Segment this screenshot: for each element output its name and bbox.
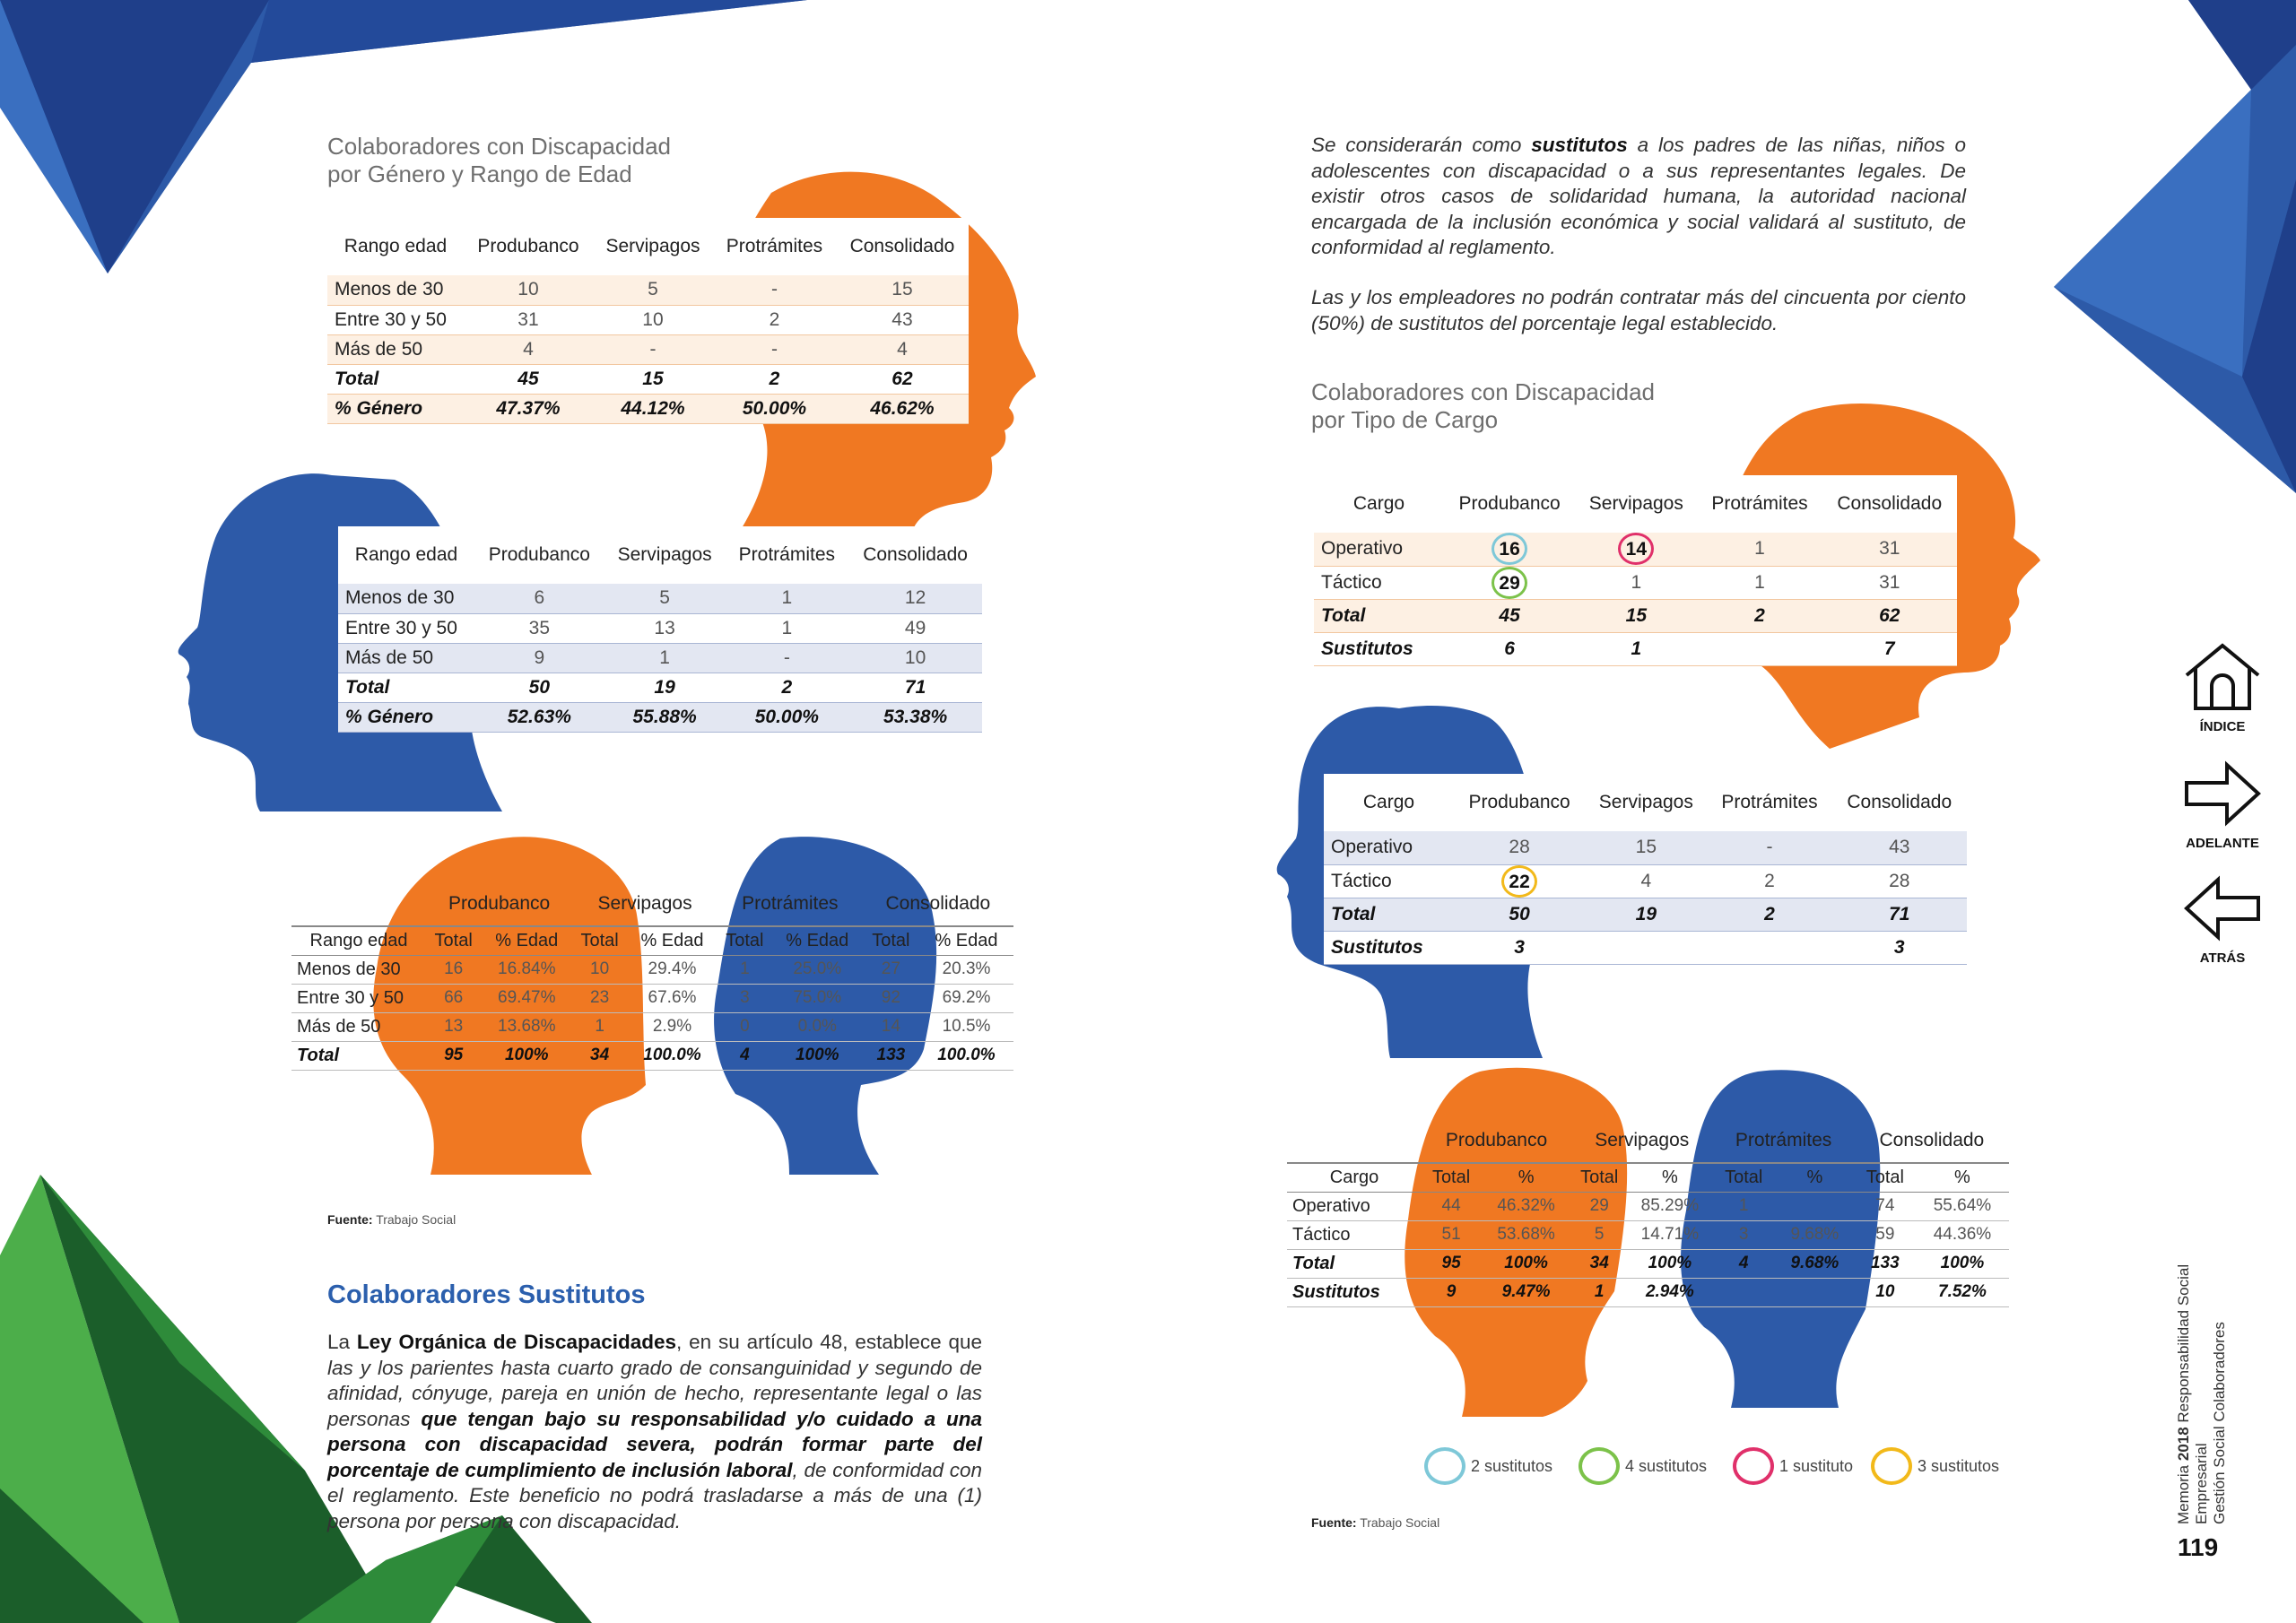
table-cell: 19 — [1585, 898, 1707, 931]
table-cell: 15 — [1575, 599, 1697, 632]
footer-text: Memoria — [2175, 1461, 2192, 1524]
table-cell: 59 — [1855, 1220, 1916, 1249]
table-cell: 13 — [604, 613, 726, 643]
column-header: Total — [863, 926, 919, 955]
footer-text: Responsabilidad Social Empresarial — [2175, 1263, 2210, 1524]
source-text: Trabajo Social — [1360, 1515, 1440, 1530]
table-row — [1314, 566, 1957, 599]
table-cell: 28 — [1832, 864, 1967, 898]
group-header: Protrámites — [742, 892, 839, 914]
table-cell: 27 — [863, 955, 919, 984]
table-row — [1287, 1192, 2009, 1220]
column-header: % Edad — [919, 926, 1013, 955]
table-cell: 14 — [863, 1012, 919, 1041]
table-row — [338, 613, 982, 643]
column-header: Produbanco — [464, 218, 593, 275]
row-label: Entre 30 y 50 — [338, 613, 474, 643]
gender-age-title — [327, 133, 671, 188]
cargo-title-line2: por Tipo de Cargo — [1311, 406, 1499, 433]
male-cargo-table — [1324, 774, 1967, 965]
substitutes-title: Colaboradores Sustitutos — [327, 1280, 646, 1309]
table-cell: 9.47% — [1481, 1278, 1571, 1306]
column-header: Protrámites — [1697, 475, 1822, 533]
group-header: Consolidado — [1879, 1129, 1985, 1150]
cargo-title-line1: Colaboradores con Discapacidad — [1311, 378, 1656, 405]
table-cell: 10 — [1855, 1278, 1916, 1306]
table-cell: - — [726, 643, 849, 673]
table-row — [327, 305, 969, 334]
table-cell: 10.5% — [919, 1012, 1013, 1041]
table-cell: 1 — [718, 955, 772, 984]
table-cell: 50.00% — [726, 702, 849, 732]
column-header: Protrámites — [1707, 774, 1831, 831]
footer-line2: Gestión Social Colaboradores — [2211, 1322, 2228, 1524]
table-cell — [1697, 632, 1822, 665]
table-cell-circled — [1575, 533, 1697, 566]
table-cell: 62 — [836, 364, 969, 394]
table-cell: 23 — [572, 984, 627, 1012]
para-text: , en su artículo 48, establece que — [676, 1331, 983, 1353]
substitute-marker: 14 — [1618, 533, 1654, 565]
table-cell: 43 — [836, 305, 969, 334]
table-cell: 28 — [1454, 831, 1585, 864]
column-header: Rango edad — [327, 218, 464, 275]
column-header: Total — [426, 926, 481, 955]
circle-icon — [1733, 1447, 1774, 1485]
gender-age-title-line2: por Género y Rango de Edad — [327, 161, 632, 187]
column-header: % Edad — [627, 926, 718, 955]
table-row — [291, 1012, 1013, 1041]
table-cell: 50.00% — [713, 394, 836, 423]
forward-nav-label: ADELANTE — [2186, 836, 2259, 851]
table-cell: 10 — [572, 955, 627, 984]
table-cell: 2 — [726, 673, 849, 702]
table-cell: 4 — [718, 1041, 772, 1070]
table-cell: 92 — [863, 984, 919, 1012]
table-cell: 100% — [1481, 1249, 1571, 1278]
table-cell: 55.88% — [604, 702, 726, 732]
table-cell: 95 — [426, 1041, 481, 1070]
home-icon — [2182, 641, 2263, 713]
column-header: Cargo — [1324, 774, 1454, 831]
table-cell: 31 — [1822, 566, 1957, 599]
table-row — [1324, 864, 1967, 898]
group-header: Consolidado — [885, 892, 991, 914]
row-label: Operativo — [1314, 533, 1444, 566]
forward-nav-button[interactable] — [2169, 758, 2276, 851]
source-label: Fuente: — [1311, 1515, 1357, 1530]
gender-age-title-line1: Colaboradores con Discapacidad — [327, 133, 672, 160]
table-cell: 2 — [1697, 599, 1822, 632]
table-cell: 20.3% — [919, 955, 1013, 984]
table-cell: 50 — [1454, 898, 1585, 931]
table-cell: - — [713, 334, 836, 364]
table-cell: 100.0% — [627, 1041, 718, 1070]
table-row — [1314, 533, 1957, 566]
row-label: Operativo — [1287, 1192, 1422, 1220]
table-row — [327, 275, 969, 305]
table-cell: 51 — [1422, 1220, 1481, 1249]
row-label: Entre 30 y 50 — [291, 984, 426, 1012]
table-cell: 5 — [593, 275, 713, 305]
table-cell: 0.0% — [772, 1012, 863, 1041]
column-header: Servipagos — [1575, 475, 1697, 533]
page-number: 119 — [2178, 1533, 2219, 1561]
table-cell: 10 — [464, 275, 593, 305]
table-cell: 100.0% — [919, 1041, 1013, 1070]
table-cell: 14.71% — [1627, 1220, 1712, 1249]
table-cell: 31 — [1822, 533, 1957, 566]
footer-year: 2018 — [2175, 1427, 2192, 1462]
table-cell — [1775, 1192, 1855, 1220]
table-cell: 4 — [464, 334, 593, 364]
table-cell: 34 — [1571, 1249, 1627, 1278]
table-cell: 2.9% — [627, 1012, 718, 1041]
table-cell: 133 — [1855, 1249, 1916, 1278]
column-header: % — [1627, 1163, 1712, 1192]
table-cell: 45 — [464, 364, 593, 394]
table-cell: 10 — [848, 643, 982, 673]
column-header: Servipagos — [604, 526, 726, 584]
back-nav-button[interactable] — [2169, 872, 2276, 966]
table-cell: 50 — [474, 673, 604, 702]
table-cell: 53.68% — [1481, 1220, 1571, 1249]
table-cell: 2 — [713, 305, 836, 334]
table-row-total — [338, 673, 982, 702]
para-text: Se considerarán como — [1311, 134, 1532, 156]
table-cell: 1 — [726, 613, 849, 643]
column-header: Consolidado — [1832, 774, 1967, 831]
column-header: Total — [572, 926, 627, 955]
row-label: Menos de 30 — [338, 584, 474, 613]
table-cell: 6 — [1444, 632, 1575, 665]
row-label: Más de 50 — [338, 643, 474, 673]
column-header: Produbanco — [474, 526, 604, 584]
table-cell: 3 — [1712, 1220, 1775, 1249]
column-header: Servipagos — [1585, 774, 1707, 831]
table-row-total — [1324, 898, 1967, 931]
female-cargo-table — [1314, 475, 1957, 666]
column-header: Consolidado — [848, 526, 982, 584]
column-header: Total — [718, 926, 772, 955]
legend-item — [1871, 1447, 1999, 1485]
cargo-summary-table — [1287, 1118, 2009, 1307]
table-cell: 1 — [1571, 1278, 1627, 1306]
table-cell: 10 — [593, 305, 713, 334]
table-cell: 6 — [474, 584, 604, 613]
substitutes-paragraph — [327, 1330, 982, 1534]
column-header: Consolidado — [1822, 475, 1957, 533]
table-row-percent — [338, 702, 982, 732]
row-label: Total — [1314, 599, 1444, 632]
row-label: Total — [291, 1041, 426, 1070]
row-label: Más de 50 — [291, 1012, 426, 1041]
table-cell: 71 — [1832, 898, 1967, 931]
table-cell: 52.63% — [474, 702, 604, 732]
table-cell: 4 — [1585, 864, 1707, 898]
legend-label: 2 sustitutos — [1471, 1456, 1553, 1475]
table-cell: 1 — [1575, 566, 1697, 599]
row-label: Operativo — [1324, 831, 1454, 864]
table-cell: 100% — [1916, 1249, 2009, 1278]
circle-icon — [1424, 1447, 1465, 1485]
table-row — [1287, 1220, 2009, 1249]
table-cell: 13.68% — [481, 1012, 572, 1041]
table-row — [291, 984, 1013, 1012]
table-cell: 5 — [1571, 1220, 1627, 1249]
table-cell: 55.64% — [1916, 1192, 2009, 1220]
column-header: Total — [1855, 1163, 1916, 1192]
table-cell: 74 — [1855, 1192, 1916, 1220]
column-header: % — [1775, 1163, 1855, 1192]
column-header: Cargo — [1314, 475, 1444, 533]
legend-item — [1733, 1447, 1853, 1485]
table-cell: 100% — [1627, 1249, 1712, 1278]
table-cell: 3 — [718, 984, 772, 1012]
table-cell: 2 — [713, 364, 836, 394]
row-label: % Género — [338, 702, 474, 732]
arrow-right-icon — [2182, 758, 2263, 829]
table-cell: 2 — [1707, 864, 1831, 898]
para-bold-italic: que tengan bajo su responsabilidad y/o cuidado a una persona con discapacidad severa, podrán formar parte del porcentaje de cumplimiento de inclusión laboral — [327, 1407, 983, 1481]
row-label: % Género — [327, 394, 464, 423]
row-label: Total — [338, 673, 474, 702]
table-cell: 46.32% — [1481, 1192, 1571, 1220]
para-law-name: Ley Orgánica de Discapacidades — [356, 1331, 677, 1353]
index-nav-label: ÍNDICE — [2199, 719, 2246, 734]
intro-paragraph — [1311, 133, 1966, 261]
row-label: Táctico — [1314, 566, 1444, 599]
source-note-left — [327, 1212, 456, 1227]
table-cell: 9.68% — [1775, 1249, 1855, 1278]
table-cell: 5 — [604, 584, 726, 613]
table-cell: 7 — [1822, 632, 1957, 665]
table-row — [338, 584, 982, 613]
table-row — [1324, 831, 1967, 864]
table-cell: 47.37% — [464, 394, 593, 423]
table-cell — [1585, 931, 1707, 964]
table-cell: 69.47% — [481, 984, 572, 1012]
table-cell: 16 — [426, 955, 481, 984]
table-cell: 13 — [426, 1012, 481, 1041]
table-cell: 15 — [836, 275, 969, 305]
table-cell: 43 — [1832, 831, 1967, 864]
table-cell: 45 — [1444, 599, 1575, 632]
table-cell: 133 — [863, 1041, 919, 1070]
table-cell: 2.94% — [1627, 1278, 1712, 1306]
table-cell: 44.36% — [1916, 1220, 2009, 1249]
row-label: Sustitutos — [1314, 632, 1444, 665]
para-text: a los padres de las niñas, niños o adolescentes con discapacidad o a sus representantes legales. De existir otros casos de solidaridad humana, la autoridad nacional encargada de la inclusión económica y social validará al sustituto, de conformidad al reglamento. — [1311, 134, 1967, 258]
table-cell: 66 — [426, 984, 481, 1012]
table-cell: 49 — [848, 613, 982, 643]
female-age-table — [327, 218, 969, 424]
row-label: Total — [1287, 1249, 1422, 1278]
table-cell: 25.0% — [772, 955, 863, 984]
footer-line1 — [2175, 1184, 2211, 1524]
male-age-table — [338, 526, 982, 733]
column-header: Protrámites — [713, 218, 836, 275]
column-header: Servipagos — [593, 218, 713, 275]
column-header: Total — [1422, 1163, 1481, 1192]
column-header: Rango edad — [291, 926, 426, 955]
table-cell: 85.29% — [1627, 1192, 1712, 1220]
legend-label: 1 sustituto — [1779, 1456, 1854, 1475]
table-cell: 69.2% — [919, 984, 1013, 1012]
substitute-marker: 29 — [1492, 567, 1527, 599]
table-cell: 53.38% — [848, 702, 982, 732]
group-header: Produbanco — [1445, 1129, 1548, 1150]
table-cell: 2 — [1707, 898, 1831, 931]
table-cell: - — [593, 334, 713, 364]
arrow-left-icon — [2182, 872, 2263, 944]
table-cell-circled — [1454, 864, 1585, 898]
table-cell: - — [713, 275, 836, 305]
table-row-substitutes — [1287, 1278, 2009, 1306]
table-cell: 12 — [848, 584, 982, 613]
table-cell: 62 — [1822, 599, 1957, 632]
table-row-percent — [327, 394, 969, 423]
index-nav-button[interactable] — [2169, 641, 2276, 734]
group-header: Servipagos — [597, 892, 692, 914]
column-header: Produbanco — [1454, 774, 1585, 831]
column-header: % Edad — [772, 926, 863, 955]
group-header: Servipagos — [1595, 1129, 1690, 1150]
substitute-marker: 16 — [1492, 533, 1527, 565]
vertical-footer — [2175, 1184, 2229, 1524]
legend-item — [1578, 1447, 1707, 1485]
intro-paragraph-2: Las y los empleadores no podrán contratar más del cincuenta por ciento (50%) de sustitutos del porcentaje legal establecido. — [1311, 286, 1966, 334]
table-cell: 3 — [1454, 931, 1585, 964]
row-label: Entre 30 y 50 — [327, 305, 464, 334]
table-cell: 9.68% — [1775, 1220, 1855, 1249]
column-header: % Edad — [481, 926, 572, 955]
row-label: Total — [1324, 898, 1454, 931]
table-cell: 19 — [604, 673, 726, 702]
table-cell: 95 — [1422, 1249, 1481, 1278]
para-text: La — [327, 1331, 357, 1353]
legend-label: 3 sustitutos — [1918, 1456, 2000, 1475]
table-row-total — [327, 364, 969, 394]
source-text: Trabajo Social — [376, 1212, 457, 1227]
table-cell: 0 — [718, 1012, 772, 1041]
column-header: % — [1916, 1163, 2009, 1192]
para-bold: sustitutos — [1531, 134, 1628, 156]
table-row — [327, 334, 969, 364]
row-label: Táctico — [1324, 864, 1454, 898]
table-cell: 1 — [604, 643, 726, 673]
table-cell — [1707, 931, 1831, 964]
table-cell: 29 — [1571, 1192, 1627, 1220]
table-row-total — [1314, 599, 1957, 632]
table-row-substitutes — [1324, 931, 1967, 964]
legend-label: 4 sustitutos — [1625, 1456, 1708, 1475]
table-cell: 44 — [1422, 1192, 1481, 1220]
table-row-total — [291, 1041, 1013, 1070]
table-cell: 44.12% — [593, 394, 713, 423]
column-header: Rango edad — [338, 526, 474, 584]
table-cell: 1 — [1697, 533, 1822, 566]
table-cell: 67.6% — [627, 984, 718, 1012]
table-cell: 3 — [1832, 931, 1967, 964]
table-cell: 35 — [474, 613, 604, 643]
table-cell: 71 — [848, 673, 982, 702]
back-nav-label: ATRÁS — [2199, 950, 2246, 966]
age-summary-table — [291, 881, 1013, 1071]
table-cell: 100% — [481, 1041, 572, 1070]
table-cell: 29.4% — [627, 955, 718, 984]
table-cell: 4 — [1712, 1249, 1775, 1278]
table-cell: 100% — [772, 1041, 863, 1070]
table-cell: 15 — [593, 364, 713, 394]
column-header: Protrámites — [726, 526, 849, 584]
column-header: % — [1481, 1163, 1571, 1192]
para-italic: las y los parientes hasta cuarto grado de consanguinidad y segundo de afinidad, cónyuge, pareja en unión de hecho, representante legal o las personas — [327, 1356, 982, 1430]
table-cell: 75.0% — [772, 984, 863, 1012]
table-cell: 9 — [1422, 1278, 1481, 1306]
row-label: Total — [327, 364, 464, 394]
row-label: Táctico — [1287, 1220, 1422, 1249]
table-cell: 1 — [1712, 1192, 1775, 1220]
substitute-marker: 22 — [1501, 865, 1537, 898]
row-label: Sustitutos — [1287, 1278, 1422, 1306]
table-cell-circled — [1444, 566, 1575, 599]
table-row — [338, 643, 982, 673]
table-cell — [1775, 1278, 1855, 1306]
column-header: Consolidado — [836, 218, 969, 275]
circle-icon — [1871, 1447, 1912, 1485]
table-cell: 15 — [1585, 831, 1707, 864]
source-label: Fuente: — [327, 1212, 373, 1227]
table-cell: 16.84% — [481, 955, 572, 984]
table-row-substitutes — [1314, 632, 1957, 665]
table-cell: 31 — [464, 305, 593, 334]
circle-icon — [1578, 1447, 1620, 1485]
table-cell: 4 — [836, 334, 969, 364]
para-italic: , de conformidad con el reglamento. Este beneficio no podrá trasladarse a más de una (1) persona por persona con discapacidad. — [327, 1458, 982, 1532]
table-row-total — [1287, 1249, 2009, 1278]
column-header: Total — [1712, 1163, 1775, 1192]
row-label: Menos de 30 — [327, 275, 464, 305]
table-cell: 1 — [1575, 632, 1697, 665]
row-label: Más de 50 — [327, 334, 464, 364]
table-cell: 1 — [1697, 566, 1822, 599]
table-cell: - — [1707, 831, 1831, 864]
table-cell: 7.52% — [1916, 1278, 2009, 1306]
column-header: Cargo — [1287, 1163, 1422, 1192]
table-cell: 46.62% — [836, 394, 969, 423]
legend-item — [1424, 1447, 1552, 1485]
table-cell: 1 — [726, 584, 849, 613]
table-cell-circled — [1444, 533, 1575, 566]
table-row — [291, 955, 1013, 984]
group-header: Produbanco — [448, 892, 551, 914]
row-label: Menos de 30 — [291, 955, 426, 984]
row-label: Sustitutos — [1324, 931, 1454, 964]
column-header: Total — [1571, 1163, 1627, 1192]
table-cell — [1712, 1278, 1775, 1306]
source-note-right — [1311, 1515, 1439, 1530]
table-cell: 9 — [474, 643, 604, 673]
table-cell: 34 — [572, 1041, 627, 1070]
table-cell: 1 — [572, 1012, 627, 1041]
cargo-title — [1311, 378, 1655, 434]
group-header: Protrámites — [1735, 1129, 1832, 1150]
column-header: Produbanco — [1444, 475, 1575, 533]
